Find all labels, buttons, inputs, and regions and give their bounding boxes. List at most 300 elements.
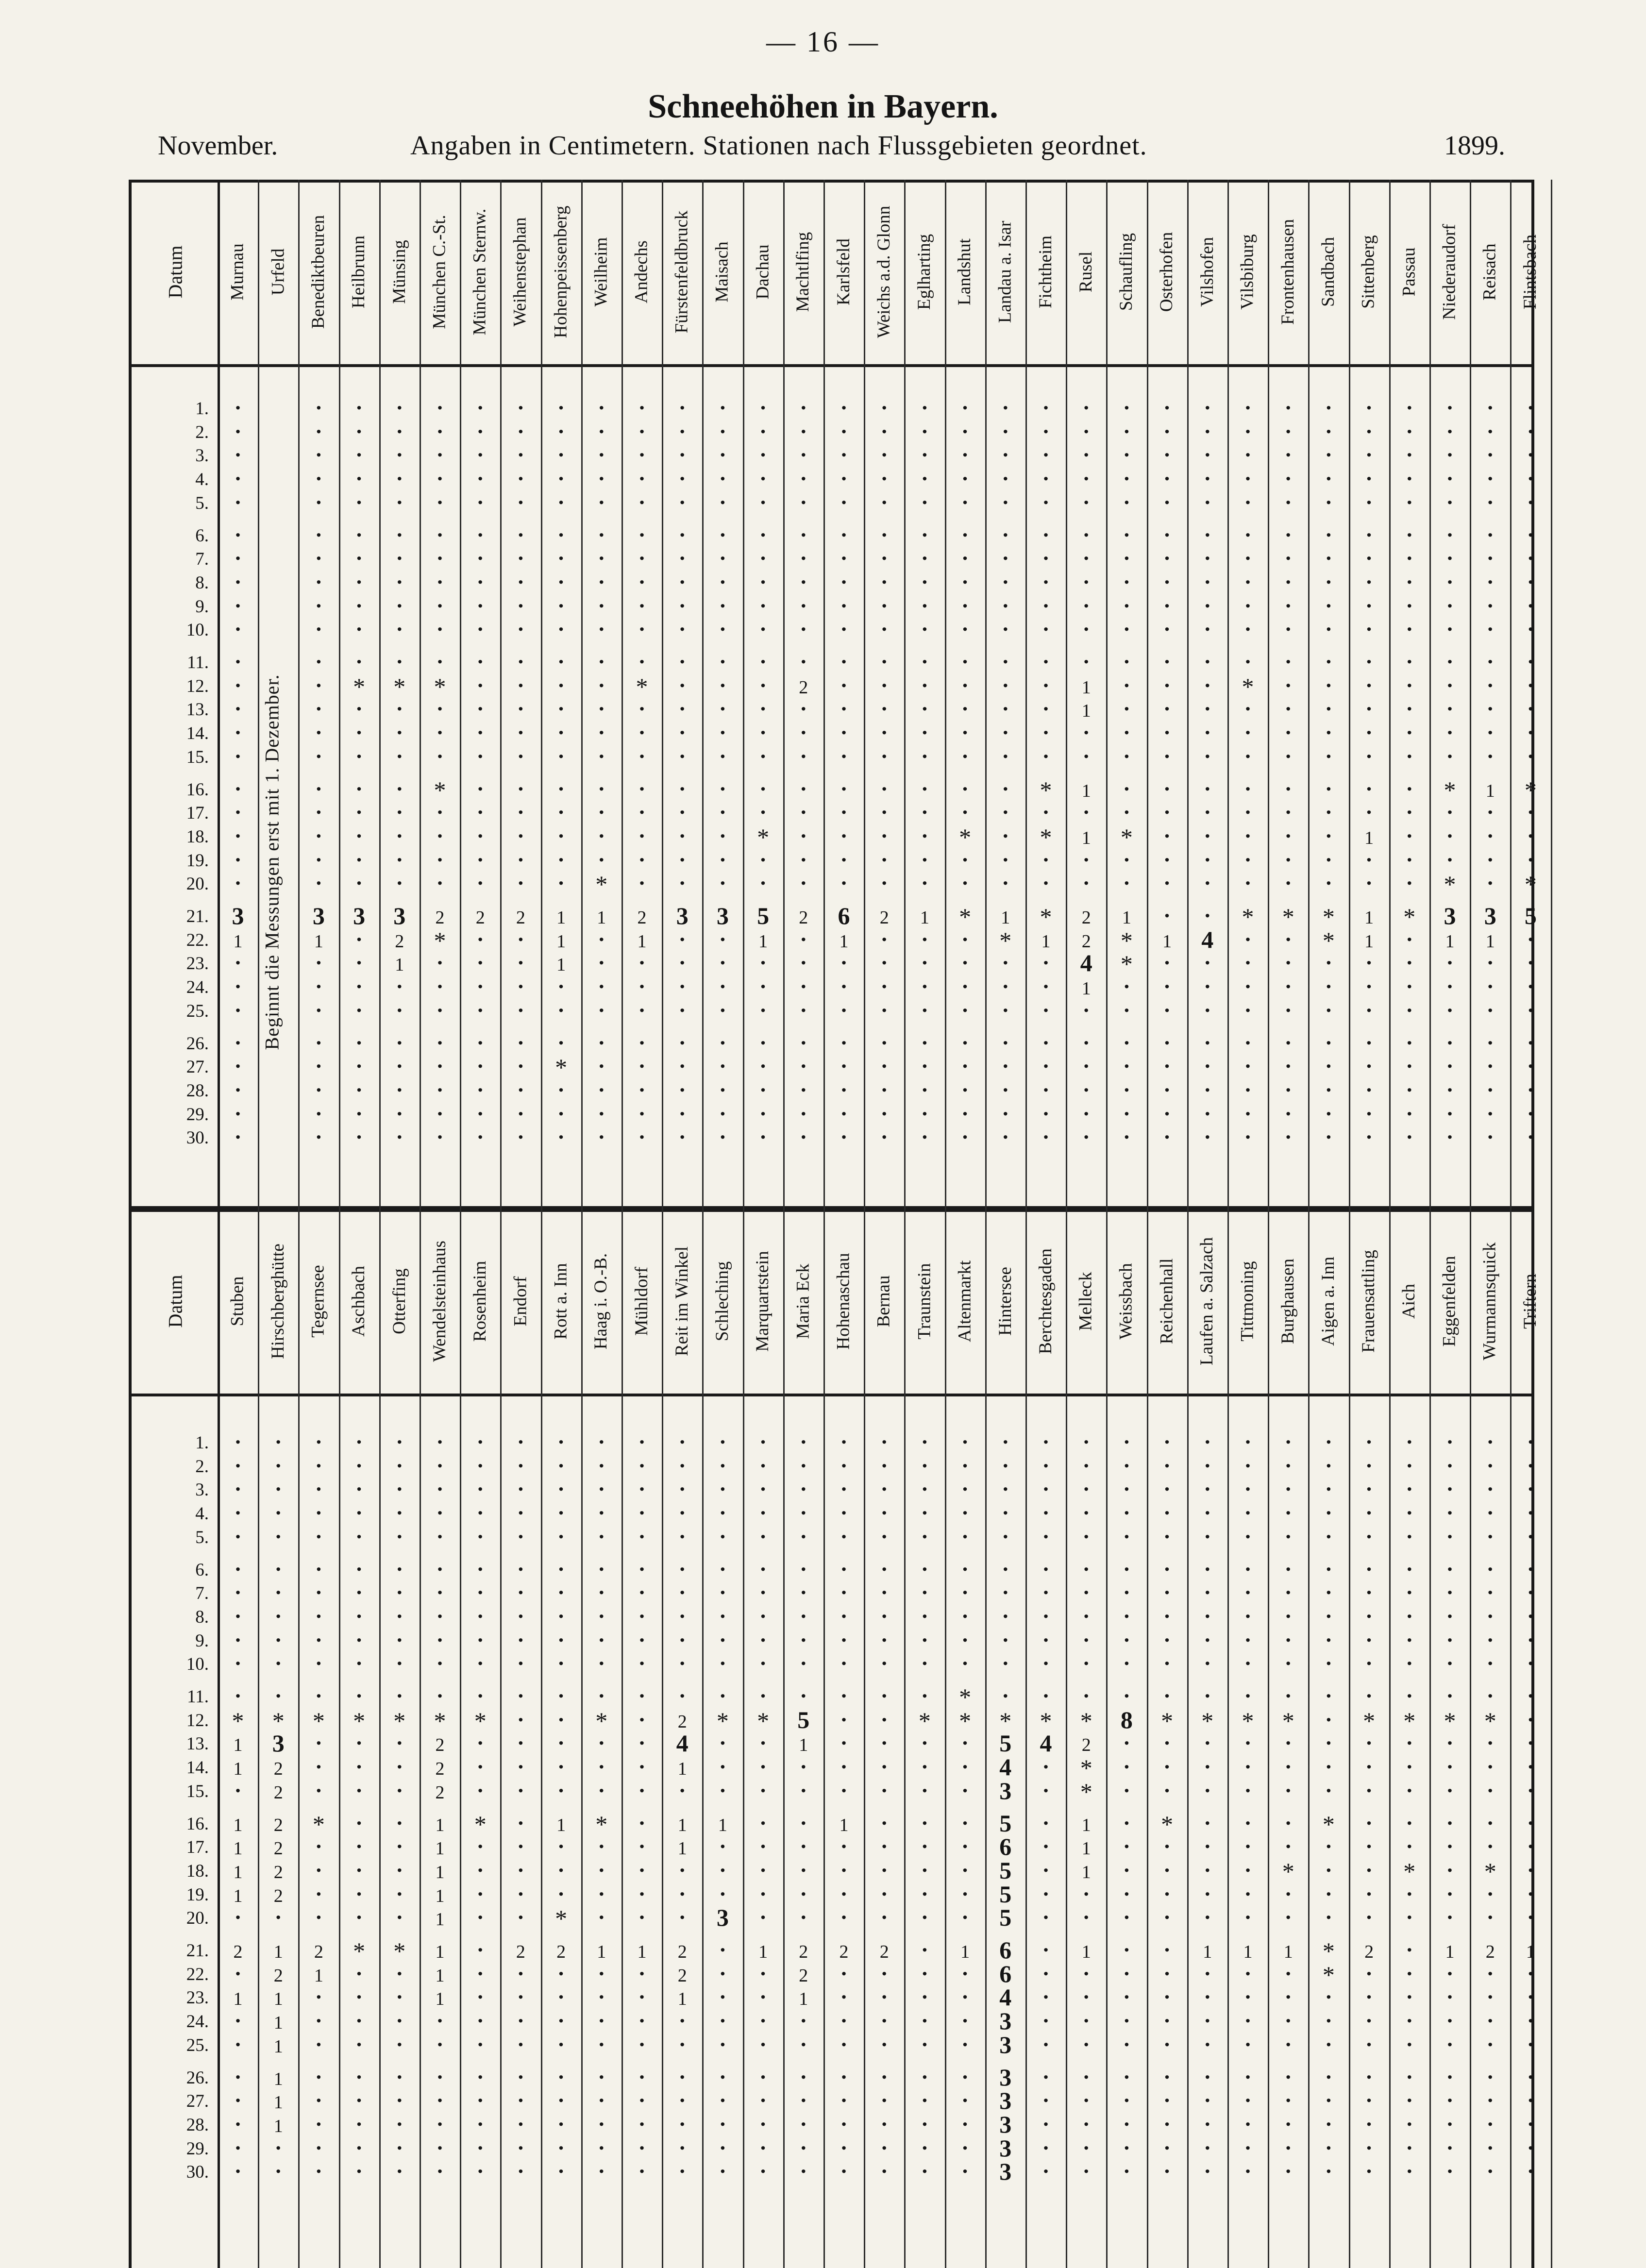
table-cell: 2: [273, 1838, 283, 1859]
station-name: Marquartstein: [753, 1251, 773, 1352]
table-cell: ·: [719, 2008, 727, 2033]
table-cell: ·: [517, 1651, 525, 1676]
table-cell: *: [1040, 903, 1052, 930]
table-cell: ·: [921, 672, 929, 698]
table-cell: ·: [800, 696, 807, 722]
station-header: [460, 1209, 500, 1394]
table-cell: ·: [557, 2088, 565, 2113]
table-cell: ·: [355, 489, 363, 515]
table-cell: ·: [476, 743, 484, 769]
table-cell: ·: [1325, 2064, 1333, 2089]
table-cell: ·: [557, 2111, 565, 2136]
table-cell: ·: [1163, 871, 1171, 896]
day-label: 11.: [187, 653, 209, 672]
table-cell: ·: [517, 1524, 525, 1549]
table-cell: ·: [961, 800, 969, 825]
table-cell: 1: [273, 2036, 283, 2057]
table-cell: ·: [1325, 395, 1333, 420]
table-cell: ·: [1365, 1429, 1373, 1454]
table-cell: ·: [1284, 1500, 1292, 1526]
table-cell: ·: [1446, 1030, 1454, 1055]
table-cell: ·: [598, 1556, 605, 1581]
table-cell: ·: [1123, 2111, 1131, 2136]
table-cell: ·: [274, 1627, 282, 1652]
table-cell: ·: [840, 442, 848, 468]
table-cell: ·: [1527, 546, 1535, 571]
table-cell: ·: [1446, 800, 1454, 825]
table-cell: ·: [517, 395, 525, 420]
table-cell: 1: [556, 931, 566, 952]
table-cell: ·: [1123, 1580, 1131, 1605]
station-name: Frontenhausen: [1277, 219, 1298, 325]
table-cell: ·: [1042, 2135, 1050, 2160]
table-cell: ·: [1365, 847, 1373, 872]
table-cell: ·: [234, 593, 242, 618]
table-cell: ·: [638, 974, 646, 999]
table-cell: ·: [1204, 466, 1211, 491]
day-label: 20.: [186, 1908, 209, 1929]
table-cell: ·: [961, 1778, 969, 1803]
table-cell: ·: [315, 1077, 323, 1102]
table-cell: 1: [1041, 931, 1051, 952]
table-cell: ·: [678, 1881, 686, 1906]
table-cell: ·: [476, 466, 484, 491]
table-cell: *: [1282, 1857, 1294, 1885]
table-cell: *: [1201, 1707, 1214, 1734]
table-cell: ·: [678, 649, 686, 674]
day-label: 26.: [186, 2067, 209, 2088]
table-cell: ·: [1163, 1580, 1171, 1605]
table-cell: ·: [961, 1905, 969, 1930]
table-cell: ·: [800, 1556, 807, 1581]
table-cell: *: [353, 1937, 366, 1965]
table-cell: ·: [1446, 743, 1454, 769]
table-cell: ·: [1284, 617, 1292, 642]
table-cell: *: [353, 672, 366, 700]
table-cell: ·: [840, 1683, 848, 1708]
table-cell: ·: [880, 1984, 888, 2010]
table-cell: ·: [1406, 696, 1413, 722]
table-cell: ·: [921, 1984, 929, 2010]
table-cell: ·: [315, 1524, 323, 1549]
page-title: Schneehöhen in Bayern.: [648, 88, 998, 125]
day-label: 13.: [186, 700, 209, 720]
table-cell: ·: [315, 1556, 323, 1581]
table-cell: ·: [1204, 2088, 1211, 2113]
table-cell: ·: [1042, 2032, 1050, 2057]
table-cell: ·: [557, 1477, 565, 1502]
table-cell: ·: [840, 419, 848, 444]
table-cell: ·: [1486, 546, 1494, 571]
table-cell: ·: [1284, 1603, 1292, 1629]
table-cell: ·: [1325, 522, 1333, 547]
table-cell: ·: [315, 395, 323, 420]
table-cell: ·: [1446, 1905, 1454, 1930]
table-cell: ·: [517, 1453, 525, 1478]
table-cell: ·: [759, 2111, 767, 2136]
day-label: 26.: [186, 1033, 209, 1054]
table-cell: ·: [800, 1125, 807, 1150]
table-cell: ·: [1446, 1077, 1454, 1102]
table-cell: ·: [396, 569, 403, 594]
table-cell: ·: [921, 1580, 929, 1605]
table-cell: ·: [1042, 1651, 1050, 1676]
table-cell: ·: [678, 997, 686, 1023]
table-cell: 3: [999, 2007, 1012, 2035]
table-cell: ·: [436, 997, 444, 1023]
table-cell: ·: [355, 395, 363, 420]
station-name: Weihenstephan: [510, 217, 530, 327]
table-cell: ·: [1406, 997, 1413, 1023]
table-cell: ·: [759, 1556, 767, 1581]
table-cell: ·: [638, 593, 646, 618]
station-name: Reit im Winkel: [672, 1246, 692, 1356]
table-cell: ·: [1042, 997, 1050, 1023]
day-label: 1.: [195, 1433, 209, 1453]
table-cell: *: [595, 871, 608, 898]
table-cell: ·: [1163, 823, 1171, 848]
table-cell: ·: [1082, 1054, 1090, 1079]
table-cell: ·: [1365, 2008, 1373, 2033]
table-cell: ·: [557, 847, 565, 872]
table-cell: ·: [1446, 1556, 1454, 1581]
table-cell: ·: [1163, 1834, 1171, 1859]
table-cell: ·: [557, 823, 565, 848]
table-cell: ·: [1284, 2064, 1292, 2089]
table-cell: ·: [1163, 2159, 1171, 2184]
table-cell: ·: [638, 696, 646, 722]
station-header: [379, 180, 420, 364]
day-label: 1.: [195, 399, 209, 419]
table-cell: ·: [1527, 1030, 1535, 1055]
table-cell: ·: [598, 672, 605, 698]
table-cell: ·: [396, 1683, 403, 1708]
station-header: [662, 1209, 702, 1394]
table-cell: ·: [1244, 1627, 1252, 1652]
table-cell: ·: [1042, 672, 1050, 698]
table-cell: *: [757, 823, 770, 851]
table-cell: ·: [598, 649, 605, 674]
table-cell: ·: [1406, 2088, 1413, 2113]
station-header: [1389, 1209, 1429, 1394]
table-cell: ·: [234, 1030, 242, 1055]
table-cell: ·: [598, 997, 605, 1023]
table-cell: ·: [315, 776, 323, 801]
table-cell: ·: [1325, 569, 1333, 594]
table-cell: ·: [315, 617, 323, 642]
table-cell: ·: [1042, 466, 1050, 491]
table-cell: ·: [476, 720, 484, 745]
table-cell: ·: [638, 569, 646, 594]
table-cell: ·: [1123, 2159, 1131, 2184]
table-cell: ·: [1446, 1984, 1454, 2010]
station-name: Burghausen: [1277, 1258, 1298, 1344]
table-cell: ·: [1082, 1524, 1090, 1549]
table-cell: ·: [840, 672, 848, 698]
table-cell: ·: [1204, 649, 1211, 674]
table-cell: ·: [1284, 1030, 1292, 1055]
table-cell: ·: [759, 2088, 767, 2113]
table-cell: ·: [476, 1453, 484, 1478]
table-cell: ·: [1527, 522, 1535, 547]
table-cell: ·: [355, 1857, 363, 1882]
table-cell: ·: [1325, 1077, 1333, 1102]
table-cell: ·: [1527, 2088, 1535, 2113]
table-cell: ·: [1204, 617, 1211, 642]
table-cell: ·: [1365, 871, 1373, 896]
table-cell: ·: [396, 442, 403, 468]
table-cell: ·: [840, 1500, 848, 1526]
day-label: 9.: [195, 1630, 209, 1651]
table-cell: ·: [1082, 743, 1090, 769]
table-cell: ·: [1042, 1453, 1050, 1478]
station-name: Altenmarkt: [955, 1260, 975, 1343]
table-cell: ·: [234, 395, 242, 420]
table-cell: ·: [436, 823, 444, 848]
table-cell: ·: [1446, 489, 1454, 515]
table-cell: *: [959, 823, 972, 851]
table-cell: ·: [1486, 593, 1494, 618]
table-cell: 2: [435, 1782, 445, 1803]
table-cell: ·: [1204, 1627, 1211, 1652]
table-cell: ·: [1284, 2135, 1292, 2160]
table-cell: ·: [234, 1778, 242, 1803]
table-cell: ·: [1325, 950, 1333, 975]
day-label: 24.: [186, 977, 209, 998]
table-cell: ·: [1365, 1580, 1373, 1605]
table-cell: ·: [921, 1101, 929, 1126]
day-label: 23.: [186, 954, 209, 974]
table-cell: ·: [355, 569, 363, 594]
table-cell: ·: [800, 847, 807, 872]
table-cell: ·: [234, 1077, 242, 1102]
table-cell: ·: [880, 2111, 888, 2136]
table-cell: ·: [1365, 2135, 1373, 2160]
table-cell: ·: [1204, 1077, 1211, 1102]
table-cell: ·: [638, 1500, 646, 1526]
table-cell: ·: [396, 1627, 403, 1652]
table-cell: ·: [800, 1453, 807, 1478]
table-cell: ·: [880, 720, 888, 745]
table-cell: ·: [1406, 2159, 1413, 2184]
table-cell: 1: [273, 2092, 283, 2113]
table-cell: ·: [1284, 1651, 1292, 1676]
table-cell: ·: [1123, 466, 1131, 491]
day-label: 27.: [186, 2091, 209, 2112]
table-cell: ·: [719, 974, 727, 999]
table-cell: ·: [1082, 1477, 1090, 1502]
table-cell: ·: [1244, 847, 1252, 872]
table-cell: ·: [1123, 2088, 1131, 2113]
table-cell: ·: [1123, 2008, 1131, 2033]
table-cell: ·: [315, 649, 323, 674]
table-cell: ·: [598, 776, 605, 801]
table-cell: ·: [880, 2008, 888, 2033]
table-cell: ·: [598, 1984, 605, 2010]
table-cell: ·: [598, 419, 605, 444]
table-cell: ·: [1082, 2111, 1090, 2136]
table-cell: ·: [921, 1453, 929, 1478]
table-cell: ·: [1486, 743, 1494, 769]
table-cell: ·: [355, 776, 363, 801]
table-cell: ·: [315, 1429, 323, 1454]
table-cell: ·: [1325, 1580, 1333, 1605]
table-cell: ·: [678, 1500, 686, 1526]
table-cell: ·: [638, 1984, 646, 2010]
table-cell: ·: [1163, 593, 1171, 618]
table-cell: ·: [557, 649, 565, 674]
table-cell: ·: [598, 522, 605, 547]
station-header: [945, 1209, 985, 1394]
table-cell: ·: [961, 546, 969, 571]
table-cell: ·: [1123, 1683, 1131, 1708]
table-cell: ·: [961, 593, 969, 618]
table-cell: ·: [1163, 1556, 1171, 1581]
table-cell: ·: [274, 1500, 282, 1526]
table-cell: ·: [355, 847, 363, 872]
table-cell: ·: [1446, 1857, 1454, 1882]
table-cell: ·: [436, 1125, 444, 1150]
table-cell: ·: [678, 720, 686, 745]
table-cell: ·: [1446, 1810, 1454, 1835]
table-cell: ·: [1002, 847, 1009, 872]
table-cell: ·: [1002, 419, 1009, 444]
table-cell: ·: [396, 1453, 403, 1478]
table-cell: ·: [759, 1477, 767, 1502]
table-cell: ·: [557, 593, 565, 618]
table-cell: ·: [1002, 489, 1009, 515]
table-cell: ·: [355, 1077, 363, 1102]
table-cell: ·: [1325, 1524, 1333, 1549]
day-label: 17.: [186, 803, 209, 823]
table-cell: ·: [880, 649, 888, 674]
table-cell: ·: [678, 522, 686, 547]
table-cell: ·: [638, 950, 646, 975]
table-cell: ·: [1123, 1834, 1131, 1859]
table-cell: ·: [800, 1429, 807, 1454]
table-cell: ·: [961, 847, 969, 872]
table-cell: ·: [476, 2064, 484, 2089]
table-cell: ·: [1163, 903, 1171, 928]
table-cell: ·: [921, 617, 929, 642]
table-cell: ·: [1406, 871, 1413, 896]
table-cell: ·: [1406, 466, 1413, 491]
table-cell: ·: [840, 1651, 848, 1676]
table-cell: 1: [435, 1909, 445, 1930]
table-cell: ·: [1244, 1556, 1252, 1581]
table-cell: ·: [921, 720, 929, 745]
station-name: Melleck: [1075, 1272, 1096, 1331]
station-header: [783, 1209, 823, 1394]
table-cell: ·: [1406, 395, 1413, 420]
table-cell: ·: [1123, 1030, 1131, 1055]
table-cell: ·: [1406, 847, 1413, 872]
table-cell: ·: [1406, 672, 1413, 698]
table-cell: ·: [1123, 419, 1131, 444]
table-cell: ·: [234, 2008, 242, 2033]
table-cell: ·: [759, 1778, 767, 1803]
table-cell: 1: [233, 1735, 243, 1756]
table-cell: 5: [999, 1880, 1012, 1908]
table-cell: ·: [1042, 2008, 1050, 2033]
table-cell: ·: [355, 1961, 363, 1986]
table-cell: ·: [355, 1627, 363, 1652]
table-cell: ·: [1527, 1429, 1535, 1454]
table-cell: ·: [396, 593, 403, 618]
table-cell: ·: [638, 1477, 646, 1502]
table-cell: ·: [1123, 1810, 1131, 1835]
table-cell: ·: [1042, 743, 1050, 769]
table-cell: ·: [1365, 1477, 1373, 1502]
table-cell: 1: [1081, 827, 1091, 848]
table-cell: 1: [273, 2068, 283, 2089]
table-cell: ·: [234, 672, 242, 698]
table-cell: ·: [961, 466, 969, 491]
table-cell: ·: [1163, 950, 1171, 975]
table-cell: ·: [1446, 1683, 1454, 1708]
table-cell: ·: [517, 1707, 525, 1732]
table-cell: ·: [557, 466, 565, 491]
table-cell: ·: [678, 617, 686, 642]
table-cell: ·: [598, 800, 605, 825]
table-cell: ·: [1284, 1054, 1292, 1079]
table-cell: ·: [840, 1707, 848, 1732]
table-cell: ·: [1486, 997, 1494, 1023]
table-cell: ·: [1042, 1810, 1050, 1835]
table-cell: ·: [1082, 997, 1090, 1023]
table-cell: 1: [1526, 1942, 1535, 1962]
station-name: Dachau: [753, 244, 773, 300]
table-cell: ·: [557, 1453, 565, 1478]
table-cell: ·: [1002, 1627, 1009, 1652]
table-cell: ·: [800, 649, 807, 674]
station-header: [1187, 180, 1227, 364]
station-name: Weilheim: [591, 237, 611, 307]
table-cell: 1: [556, 955, 566, 975]
table-cell: ·: [315, 1627, 323, 1652]
table-cell: ·: [517, 871, 525, 896]
table-cell: ·: [1042, 1961, 1050, 1986]
table-cell: ·: [1284, 1834, 1292, 1859]
table-cell: ·: [1123, 1524, 1131, 1549]
table-cell: ·: [800, 522, 807, 547]
table-cell: ·: [1244, 546, 1252, 571]
urfeld-note: [257, 643, 286, 1080]
table-cell: ·: [598, 1429, 605, 1454]
table-cell: ·: [1284, 1429, 1292, 1454]
table-cell: ·: [1527, 974, 1535, 999]
table-cell: ·: [315, 950, 323, 975]
table-cell: ·: [234, 974, 242, 999]
table-cell: ·: [719, 1030, 727, 1055]
table-cell: 1: [556, 907, 566, 928]
table-cell: ·: [517, 1477, 525, 1502]
day-label: 20.: [186, 874, 209, 894]
station-header: [1147, 1209, 1187, 1394]
table-cell: ·: [1244, 2111, 1252, 2136]
table-cell: ·: [355, 1778, 363, 1803]
station-name: Weichs a.d. Glonn: [873, 205, 894, 338]
table-cell: ·: [1486, 1778, 1494, 1803]
table-cell: ·: [1163, 720, 1171, 745]
table-cell: ·: [1123, 1857, 1131, 1882]
table-cell: ·: [1123, 1778, 1131, 1803]
table-cell: ·: [476, 395, 484, 420]
table-cell: ·: [476, 2135, 484, 2160]
table-cell: ·: [1082, 1984, 1090, 2010]
table-cell: 3: [393, 902, 406, 929]
table-cell: ·: [1244, 2064, 1252, 2089]
